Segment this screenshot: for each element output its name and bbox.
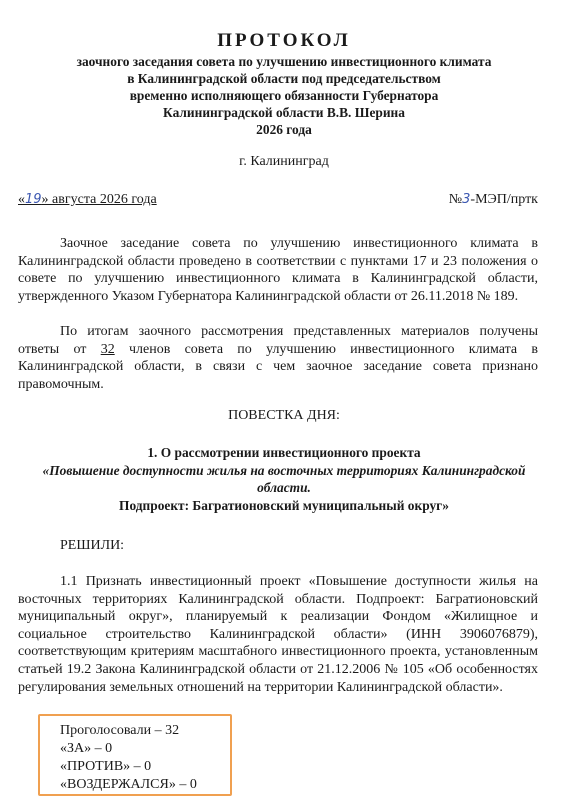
protocol-date <box>18 192 157 208</box>
subtitle-line: 2026 года <box>256 122 312 137</box>
date-open-quote: « <box>18 192 25 207</box>
subtitle-line: заочного заседания совета по улучшению инвестиционного климата <box>76 54 492 69</box>
agenda-item-number: 1. О рассмотрении инвестиционного проекта <box>147 445 421 460</box>
number-suffix: -МЭП/пртк <box>470 192 538 207</box>
city-line: г. Калининград <box>239 154 329 169</box>
date-rest: » августа 2026 года <box>41 192 157 207</box>
handwritten-number: 3 <box>462 192 471 207</box>
quorum-text-after: членов совета по улучшению инвестиционного климата в Калининградской области, в связи с чем заочное заседание совета признано правомочным. <box>18 341 538 392</box>
votes-abstained: «ВОЗДЕРЖАЛСЯ» – 0 <box>60 777 197 792</box>
agenda-project-name: «Повышение доступности жилья на восточных территориях Калининградской области. <box>42 462 526 495</box>
agenda-item-subproject: Подпроект: Багратионовский муниципальный округ» <box>119 497 449 513</box>
document-title: ПРОТОКОЛ <box>217 30 351 51</box>
subtitle-line: Калининградской области В.В. Шерина <box>163 105 405 120</box>
quorum-text-before: По итогам заочного рассмотрения представленных материалов получены ответы от <box>18 324 538 357</box>
subtitle-line: временно исполняющего обязанности Губернатора <box>129 88 439 103</box>
date-number-row <box>18 192 538 208</box>
number-prefix: № <box>448 192 463 207</box>
handwritten-day: 19 <box>25 192 42 207</box>
subtitle-line: в Калининградской области под председательством <box>127 71 441 86</box>
agenda-item-project <box>40 462 528 497</box>
intro-paragraph: Заочное заседание совета по улучшению инвестиционного климата в Калининградской области проведено в соответствии с пунктами 17 и 23 положения о совете по улучшению инвестиционного климата в Калининградской области, утвержденного Указом Губернатора Калининградской области от 26.11.2018 № 189. <box>18 236 538 304</box>
quorum-paragraph <box>18 323 538 393</box>
agenda-title: ПОВЕСТКА ДНЯ: <box>228 408 340 423</box>
agenda-item <box>40 444 528 514</box>
votes-for: «ЗА» – 0 <box>60 741 113 756</box>
resolved-heading: РЕШИЛИ: <box>60 538 125 553</box>
protocol-number <box>449 192 538 208</box>
member-count: 32 <box>100 341 115 357</box>
votes-against: «ПРОТИВ» – 0 <box>60 759 152 774</box>
votes-total: Проголосовали – 32 <box>60 723 180 738</box>
document-subtitle <box>30 53 538 138</box>
decision-paragraph: 1.1 Признать инвестиционный проект «Повышение доступности жилья на восточных территориях Калининградской области. Подпроект: Багратионовский муниципальный округ», планируемый к реализации Фондом «Жилищное и социальное строительство Калининградской области» (ИНН 3906076879), соответствующим критериям масштабного инвестиционного проекта, установленным статьей 19.2 Закона Калининградской области от 21.12.2006 № 105 «Об особенностях регулирования земельных отношений на территории Калининградской области». <box>18 574 538 695</box>
